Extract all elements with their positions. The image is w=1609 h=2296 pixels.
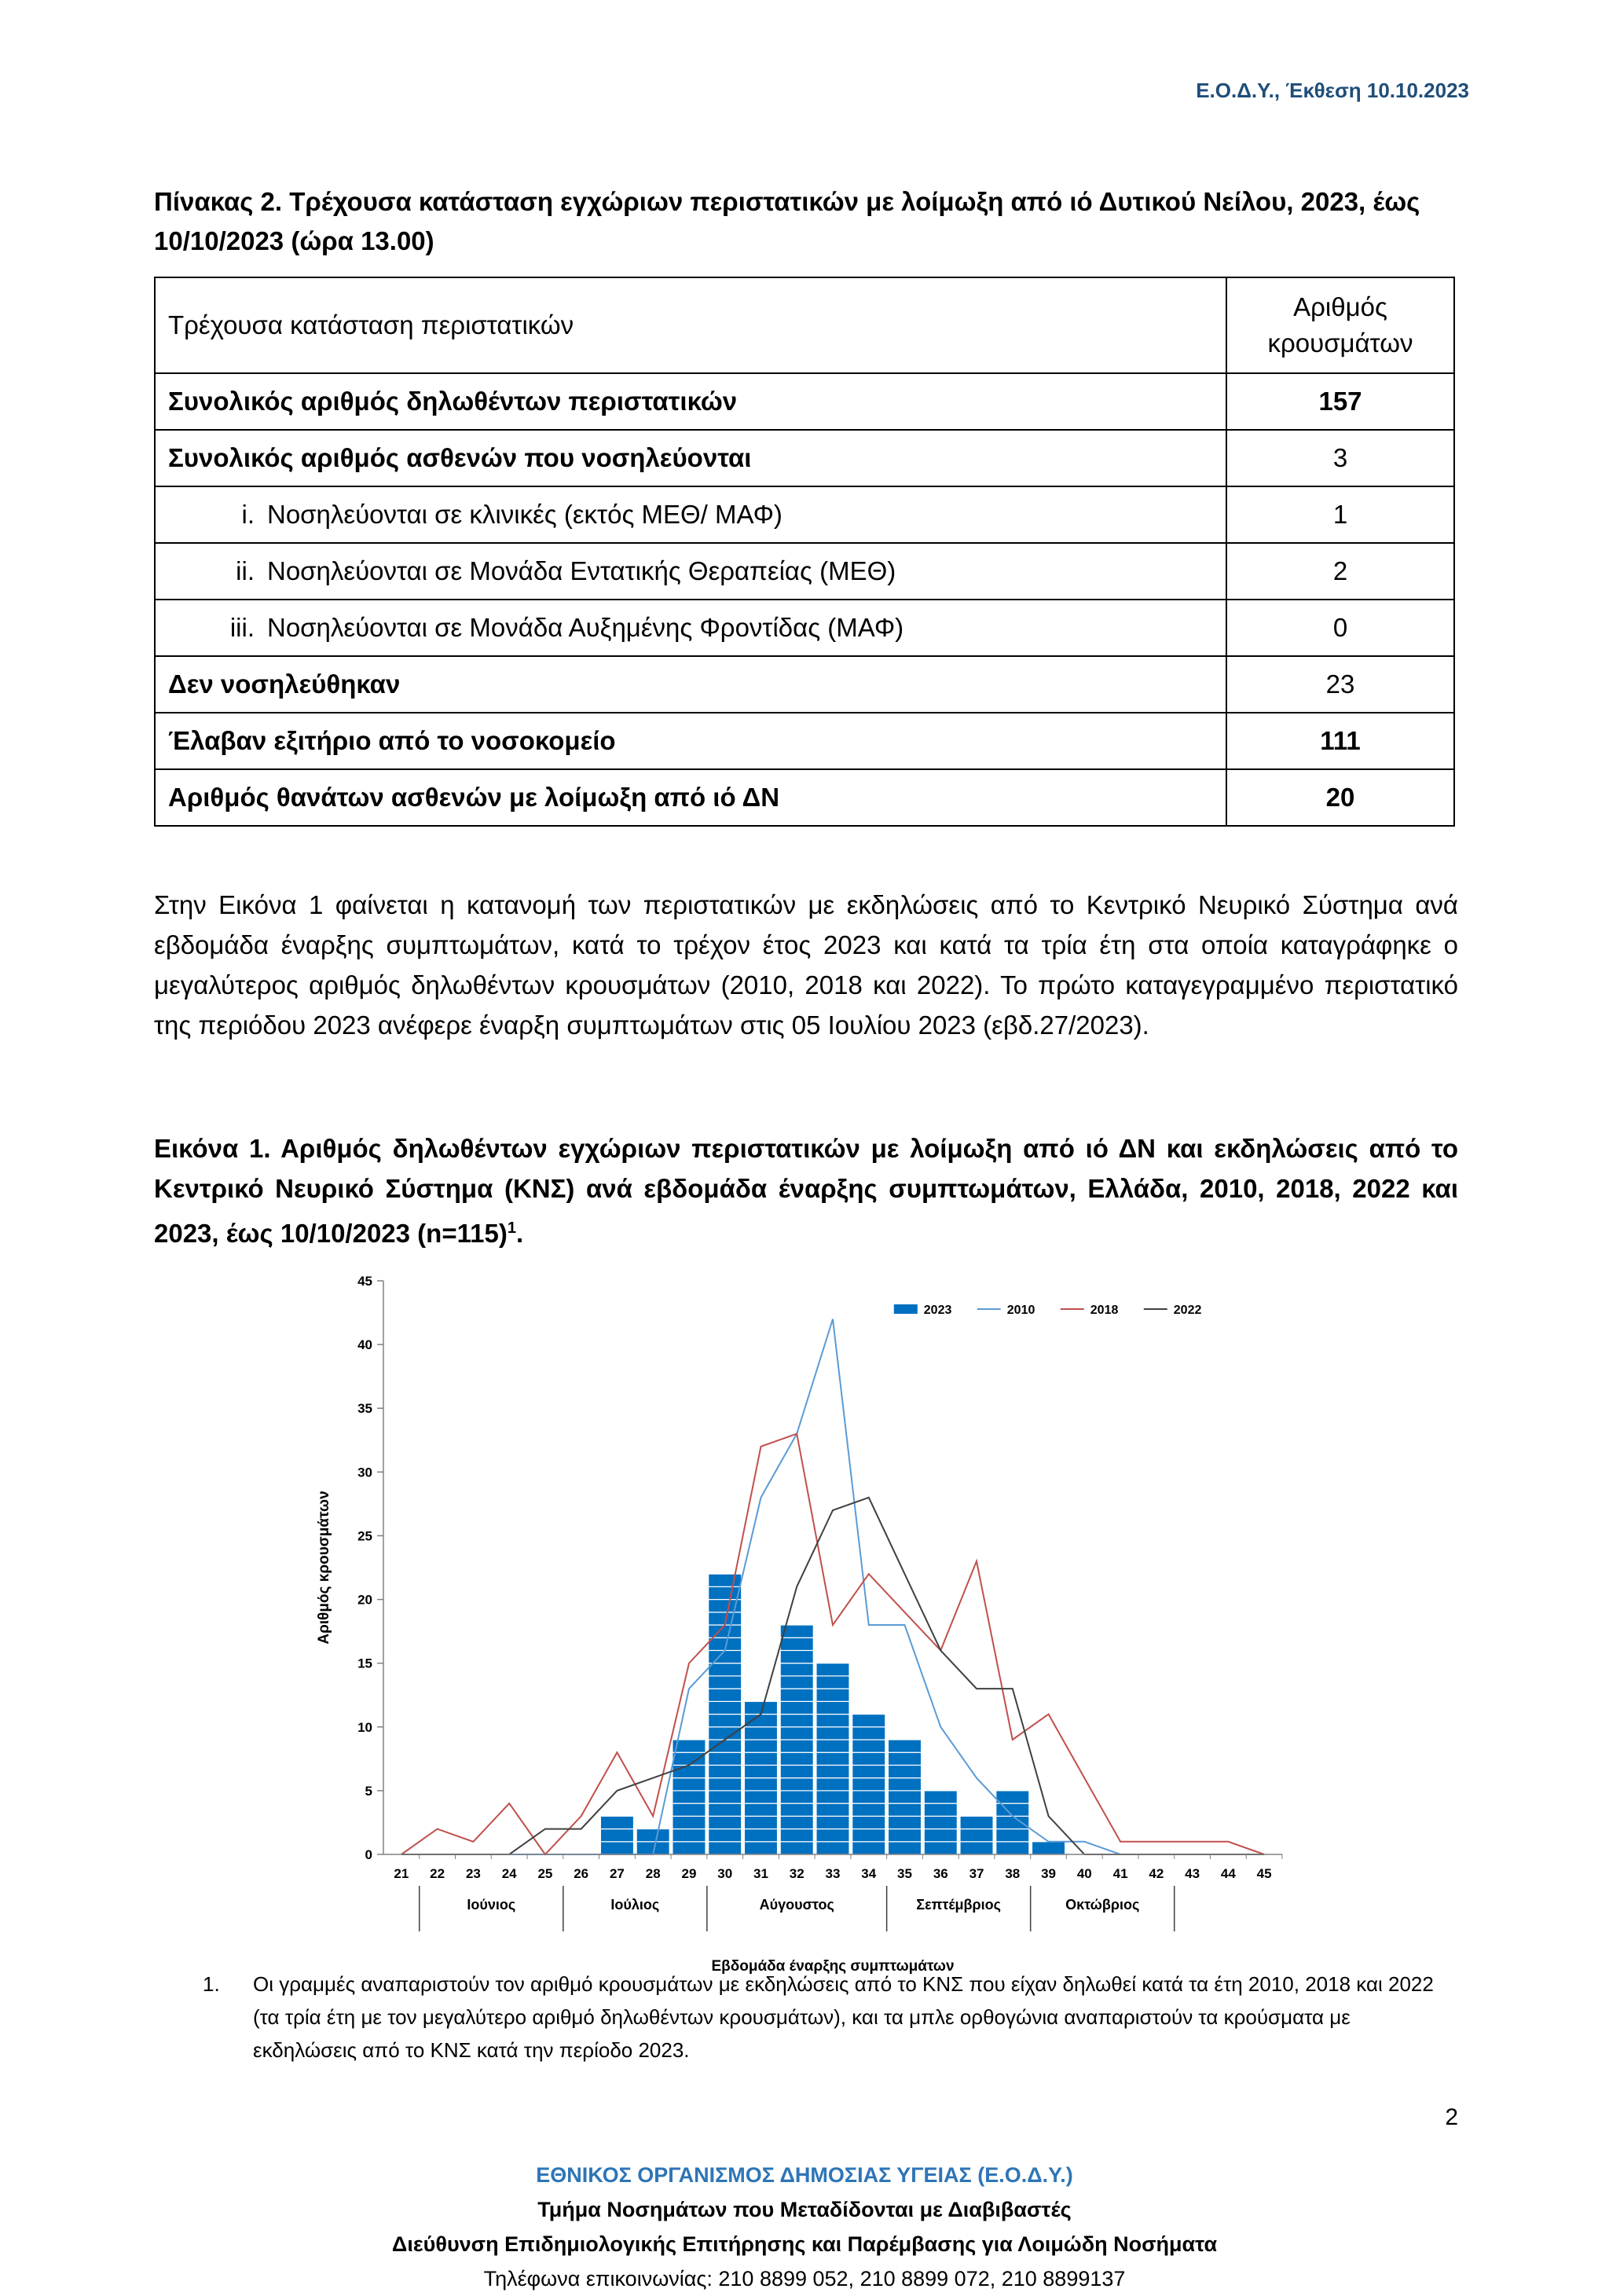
row-roman: iii. — [229, 613, 255, 642]
bar-unit — [709, 1676, 742, 1689]
x-tick-label: 27 — [609, 1866, 625, 1881]
bar-unit — [816, 1778, 849, 1791]
figure-caption-text: Εικόνα 1. Αριθμός δηλωθέντων εγχώριων περιστατικών με λοίμωξη από ιό ΔΝ και εκδηλώσεις από το Κεντρικό Νευρικό Σύστημα (ΚΝΣ) ανά εβδομάδα έναρξης συμπτωμάτων, Ελλάδα, 2010, 2018, 2022 και 2023, έως 10/10/2023 (n=115) — [154, 1134, 1458, 1248]
bar-unit — [816, 1663, 849, 1676]
row-subitem — [155, 486, 1226, 543]
table-header-row — [155, 277, 1454, 373]
month-label: Ιούλιος — [610, 1897, 660, 1913]
x-tick-label: 38 — [1005, 1866, 1021, 1881]
bar-unit — [960, 1829, 993, 1842]
bar-unit — [816, 1701, 849, 1714]
bar-unit — [709, 1689, 742, 1701]
bar-unit — [673, 1778, 706, 1791]
bar-unit — [852, 1803, 885, 1816]
bar-unit — [709, 1727, 742, 1740]
bar-unit — [709, 1791, 742, 1803]
bar-unit — [816, 1752, 849, 1765]
bar-unit — [996, 1842, 1029, 1854]
footnote-text: Οι γραμμές αναπαριστούν τον αριθμό κρουσμάτων με εκδηλώσεις από το ΚΝΣ που είχαν δηλωθεί κατά τα έτη 2010, 2018 και 2022 (τα τρία έτη με τον μεγαλύτερο αριθμό δηλωθέντων κρουσμάτων), και τα μπλε ορθογώνια αναπαριστούν τα κρούσματα με εκδηλώσεις από το ΚΝΣ κατά την περίοδο 2023. — [253, 1972, 1434, 2062]
bar-unit — [888, 1842, 921, 1854]
row-label: Νοσηλεύονται σε Μονάδα Εντατικής Θεραπείας (ΜΕΘ) — [267, 556, 896, 585]
bar-unit — [816, 1689, 849, 1701]
bar-unit — [780, 1803, 813, 1816]
bar-unit — [960, 1816, 993, 1828]
bar-unit — [780, 1816, 813, 1828]
bar-unit — [852, 1752, 885, 1765]
bar-unit — [744, 1829, 777, 1842]
bar-unit — [709, 1803, 742, 1816]
status-table — [154, 277, 1455, 827]
bar-unit — [924, 1816, 957, 1828]
y-tick-label: 10 — [357, 1719, 372, 1735]
table-header-count-line2: κρουσμάτων — [1267, 328, 1413, 358]
x-tick-label: 25 — [537, 1866, 553, 1881]
bar-unit — [744, 1816, 777, 1828]
bar-unit — [780, 1740, 813, 1752]
bar-unit — [744, 1842, 777, 1854]
row-value: 2 — [1226, 543, 1454, 600]
month-label: Ιούνιος — [467, 1897, 516, 1913]
row-value: 3 — [1226, 430, 1454, 486]
legend-label-2010: 2010 — [1006, 1304, 1035, 1317]
row-value: 111 — [1226, 713, 1454, 769]
x-tick-label: 43 — [1185, 1866, 1200, 1881]
table-header-count-line1: Αριθμός — [1293, 292, 1387, 321]
bar-unit — [709, 1752, 742, 1765]
table-row — [155, 713, 1454, 769]
bar-unit — [852, 1740, 885, 1752]
bar-unit — [996, 1816, 1029, 1828]
bar-2023-week-36 — [924, 1791, 957, 1854]
bar-unit — [780, 1829, 813, 1842]
row-label: Συνολικός αριθμός δηλωθέντων περιστατικών — [155, 373, 1226, 430]
legend-label-2022: 2022 — [1173, 1304, 1202, 1317]
bar-unit — [816, 1829, 849, 1842]
bar-unit — [852, 1765, 885, 1777]
bar-unit — [816, 1803, 849, 1816]
row-value: 1 — [1226, 486, 1454, 543]
bar-unit — [852, 1829, 885, 1842]
y-tick-label: 0 — [365, 1847, 372, 1862]
table-row — [155, 430, 1454, 486]
y-axis-label: Αριθμός κρουσμάτων — [316, 1491, 332, 1645]
body-paragraph: Στην Εικόνα 1 φαίνεται η κατανομή των περιστατικών με εκδηλώσεις από το Κεντρικό Νευρικό Σύστημα ανά εβδομάδα έναρξης συμπτωμάτων, κατά το τρέχον έτος 2023 και κατά τα τρία έτη στα οποία καταγράφηκε ο μεγαλύτερος αριθμός δηλωθέντων κρουσμάτων (2010, 2018 και 2022). Το πρώτο καταγεγραμμένο περιστατικό της περιόδου 2023 ανέφερε έναρξη συμπτωμάτων στις 05 Ιουλίου 2023 (εβδ.27/2023). — [154, 890, 1458, 1040]
bar-2023-week-37 — [960, 1816, 993, 1854]
bar-unit — [816, 1676, 849, 1689]
bar-unit — [780, 1715, 813, 1727]
bar-2023-week-31 — [744, 1701, 777, 1854]
x-tick-label: 28 — [645, 1866, 661, 1881]
bar-unit — [709, 1715, 742, 1727]
bar-unit — [852, 1816, 885, 1828]
legend-label-2023: 2023 — [923, 1304, 952, 1317]
table-row — [155, 600, 1454, 656]
bar-unit — [673, 1829, 706, 1842]
x-tick-label: 44 — [1220, 1866, 1236, 1881]
figure-caption-footnote-ref: 1 — [507, 1220, 516, 1237]
bar-unit — [780, 1765, 813, 1777]
row-value: 20 — [1226, 769, 1454, 826]
x-tick-label: 36 — [933, 1866, 948, 1881]
bar-unit — [709, 1625, 742, 1638]
y-tick-label: 5 — [365, 1783, 372, 1799]
row-subitem — [155, 543, 1226, 600]
legend-swatch-2023 — [894, 1304, 918, 1314]
x-tick-label: 24 — [501, 1866, 517, 1881]
bar-unit — [780, 1778, 813, 1791]
bar-2023-week-39 — [1032, 1842, 1065, 1854]
bar-unit — [852, 1727, 885, 1740]
row-roman: i. — [241, 500, 255, 529]
row-subitem — [155, 600, 1226, 656]
bar-unit — [636, 1829, 669, 1842]
table-header-count — [1226, 277, 1454, 373]
x-tick-label: 31 — [753, 1866, 768, 1881]
bar-unit — [709, 1842, 742, 1854]
bar-unit — [780, 1752, 813, 1765]
table-caption: Πίνακας 2. Τρέχουσα κατάσταση εγχώριων περιστατικών με λοίμωξη από ιό Δυτικού Νείλου, 2023, έως 10/10/2023 (ώρα 13.00) — [154, 187, 1420, 255]
footnote — [203, 1968, 1458, 2067]
bar-unit — [852, 1842, 885, 1854]
bar-unit — [888, 1765, 921, 1777]
bar-unit — [600, 1829, 633, 1842]
bar-unit — [816, 1816, 849, 1828]
row-label: Αριθμός θανάτων ασθενών με λοίμωξη από ιό ΔΝ — [155, 769, 1226, 826]
bar-unit — [744, 1727, 777, 1740]
bar-unit — [673, 1816, 706, 1828]
cns-cases-chart — [299, 1257, 1320, 1975]
table-row — [155, 486, 1454, 543]
bar-unit — [780, 1663, 813, 1676]
bar-unit — [780, 1842, 813, 1854]
bar-unit — [816, 1740, 849, 1752]
bar-unit — [996, 1791, 1029, 1803]
page-footer — [0, 2158, 1609, 2296]
table-row — [155, 656, 1454, 713]
bar-2023-week-34 — [852, 1715, 885, 1854]
bar-unit — [709, 1663, 742, 1676]
bar-unit — [780, 1689, 813, 1701]
x-tick-label: 21 — [394, 1866, 409, 1881]
bar-2023-week-32 — [780, 1625, 813, 1854]
month-label: Οκτώβριος — [1065, 1897, 1140, 1913]
bar-unit — [600, 1816, 633, 1828]
bar-unit — [924, 1791, 957, 1803]
bar-unit — [1032, 1842, 1065, 1854]
y-tick-label: 45 — [357, 1274, 372, 1289]
bar-unit — [673, 1842, 706, 1854]
bar-unit — [852, 1715, 885, 1727]
bar-unit — [744, 1715, 777, 1727]
bar-unit — [709, 1829, 742, 1842]
bar-unit — [888, 1740, 921, 1752]
page-number: 2 — [1445, 2104, 1458, 2130]
row-label: Έλαβαν εξιτήριο από το νοσοκομείο — [155, 713, 1226, 769]
bar-unit — [744, 1740, 777, 1752]
bar-unit — [780, 1701, 813, 1714]
bar-unit — [780, 1650, 813, 1663]
bar-unit — [709, 1574, 742, 1586]
table-row — [155, 543, 1454, 600]
bar-unit — [780, 1676, 813, 1689]
footer-division: Διεύθυνση Επιδημιολογικής Επιτήρησης και Παρέμβασης για Λοιμώδη Νοσήματα — [391, 2232, 1218, 2256]
bar-unit — [709, 1740, 742, 1752]
bar-unit — [673, 1765, 706, 1777]
bar-unit — [888, 1803, 921, 1816]
bar-unit — [780, 1638, 813, 1650]
bar-unit — [924, 1803, 957, 1816]
x-tick-label: 42 — [1149, 1866, 1164, 1881]
bar-unit — [673, 1791, 706, 1803]
bar-unit — [709, 1650, 742, 1663]
bar-unit — [816, 1727, 849, 1740]
table-row — [155, 373, 1454, 430]
table-row — [155, 769, 1454, 826]
bar-unit — [924, 1842, 957, 1854]
y-tick-label: 40 — [357, 1337, 372, 1353]
row-label: Νοσηλεύονται σε Μονάδα Αυξημένης Φροντίδας (ΜΑΦ) — [267, 613, 904, 642]
bar-unit — [888, 1752, 921, 1765]
bar-unit — [744, 1791, 777, 1803]
bar-unit — [888, 1778, 921, 1791]
y-tick-label: 35 — [357, 1401, 372, 1417]
month-label: Αύγουστος — [759, 1897, 834, 1913]
bar-unit — [888, 1791, 921, 1803]
x-tick-label: 37 — [969, 1866, 984, 1881]
bar-unit — [600, 1842, 633, 1854]
x-tick-label: 22 — [430, 1866, 445, 1881]
bar-unit — [780, 1791, 813, 1803]
x-tick-label: 34 — [861, 1866, 877, 1881]
bar-2023-week-38 — [996, 1791, 1029, 1854]
bar-unit — [888, 1816, 921, 1828]
figure-caption-end: . — [515, 1219, 524, 1248]
y-tick-label: 20 — [357, 1592, 372, 1608]
bar-unit — [673, 1803, 706, 1816]
x-tick-label: 40 — [1076, 1866, 1092, 1881]
x-tick-label: 29 — [681, 1866, 697, 1881]
row-label: Δεν νοσηλεύθηκαν — [155, 656, 1226, 713]
row-roman: ii. — [236, 556, 255, 585]
x-tick-label: 45 — [1256, 1866, 1272, 1881]
row-label: Νοσηλεύονται σε κλινικές (εκτός ΜΕΘ/ ΜΑΦ) — [267, 500, 783, 529]
bar-unit — [673, 1752, 706, 1765]
bar-unit — [816, 1842, 849, 1854]
bar-unit — [744, 1765, 777, 1777]
x-tick-label: 35 — [897, 1866, 912, 1881]
bar-unit — [709, 1765, 742, 1777]
x-tick-label: 39 — [1041, 1866, 1057, 1881]
footer-org: ΕΘΝΙΚΟΣ ΟΡΓΑΝΙΣΜΟΣ ΔΗΜΟΣΙΑΣ ΥΓΕΙΑΣ (Ε.Ο.Δ.Υ.) — [536, 2163, 1073, 2187]
x-tick-label: 32 — [789, 1866, 804, 1881]
y-tick-label: 15 — [357, 1656, 372, 1671]
bar-unit — [852, 1778, 885, 1791]
bar-unit — [816, 1791, 849, 1803]
x-tick-label: 26 — [574, 1866, 589, 1881]
bar-2023-week-27 — [600, 1816, 633, 1854]
bar-unit — [744, 1778, 777, 1791]
bar-2023-week-33 — [816, 1663, 849, 1854]
bar-unit — [709, 1701, 742, 1714]
x-tick-label: 41 — [1112, 1866, 1128, 1881]
row-value: 0 — [1226, 600, 1454, 656]
footer-phones: Τηλέφωνα επικοινωνίας: 210 8899 052, 210 8899 072, 210 8899137 — [483, 2267, 1126, 2290]
x-tick-label: 33 — [825, 1866, 841, 1881]
bar-unit — [709, 1778, 742, 1791]
bar-unit — [709, 1586, 742, 1599]
bar-unit — [888, 1829, 921, 1842]
bar-unit — [816, 1715, 849, 1727]
bar-unit — [996, 1803, 1029, 1816]
x-tick-label: 30 — [717, 1866, 733, 1881]
bar-unit — [852, 1791, 885, 1803]
row-value: 23 — [1226, 656, 1454, 713]
y-tick-label: 25 — [357, 1528, 372, 1544]
footer-department: Τμήμα Νοσημάτων που Μεταδίδονται με Διαβιβαστές — [537, 2198, 1072, 2221]
bar-unit — [744, 1752, 777, 1765]
bar-unit — [816, 1765, 849, 1777]
row-label: Συνολικός αριθμός ασθενών που νοσηλεύονται — [155, 430, 1226, 486]
bar-unit — [709, 1816, 742, 1828]
figure-caption — [154, 1128, 1458, 1253]
x-axis-label: Εβδομάδα έναρξης συμπτωμάτων — [711, 1958, 955, 1975]
bar-2023-week-30 — [709, 1574, 742, 1854]
y-tick-label: 30 — [357, 1465, 372, 1480]
bar-2023-week-35 — [888, 1740, 921, 1854]
bar-2023-week-28 — [636, 1829, 669, 1854]
bar-unit — [960, 1842, 993, 1854]
footnote-number: 1. — [203, 1972, 220, 1996]
bar-unit — [924, 1829, 957, 1842]
bar-unit — [780, 1727, 813, 1740]
bar-unit — [744, 1803, 777, 1816]
table-header-label: Τρέχουσα κατάσταση περιστατικών — [155, 277, 1226, 373]
row-value: 157 — [1226, 373, 1454, 430]
bar-unit — [996, 1829, 1029, 1842]
report-header: Ε.Ο.Δ.Υ., Έκθεση 10.10.2023 — [1196, 79, 1469, 102]
legend-label-2018: 2018 — [1090, 1304, 1119, 1317]
month-label: Σεπτέμβριος — [916, 1897, 1002, 1913]
x-tick-label: 23 — [465, 1866, 481, 1881]
